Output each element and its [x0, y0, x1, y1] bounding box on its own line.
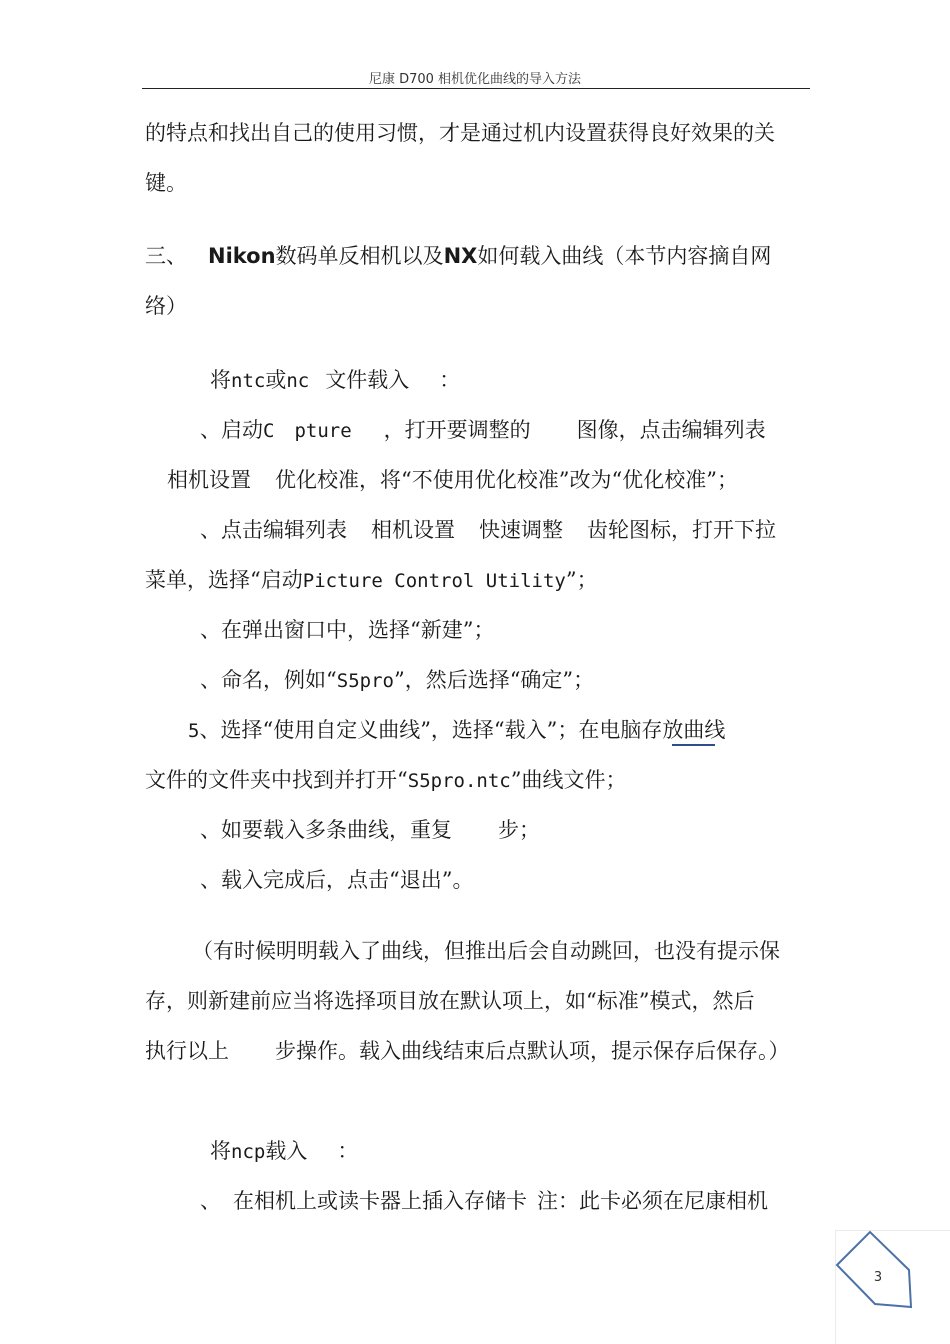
text-span: ：	[337, 1139, 359, 1163]
step-5-line2	[145, 766, 626, 795]
step-6	[200, 816, 540, 844]
text-span: 将	[210, 1139, 231, 1163]
step-1-line2	[167, 466, 738, 494]
picture-control-utility: Picture Control Utility	[302, 570, 566, 592]
text-span: 、选择“使用自定义曲线”，选择“载入”；在电脑存放曲线	[199, 718, 726, 742]
paragraph-line: 键。	[145, 171, 187, 195]
step-3: 、在弹出窗口中，选择“新建”；	[200, 618, 495, 642]
text-span: 、启动	[200, 418, 263, 442]
section-heading-text-b: 如何载入曲线（本节内容摘自网	[477, 244, 772, 268]
page-header: 尼康 D700 相机优化曲线的导入方法	[368, 72, 582, 87]
text-span: ”；	[565, 568, 598, 592]
text-span: 文件的文件夹中找到并打开“	[145, 768, 408, 792]
text-span: 步	[275, 1039, 296, 1063]
text-span: 注：此卡必须在尼康相机	[537, 1189, 768, 1213]
text-span: 或	[265, 368, 287, 392]
text-span: 将	[210, 368, 231, 392]
note-line: 存，则新建前应当将选择项目放在默认项上，如“标准”模式，然后	[145, 989, 755, 1013]
subheading-ncp	[210, 1137, 358, 1166]
text-span: 操作。载入曲线结束后点默认项，提示保存后保存。）	[296, 1039, 790, 1063]
step-2-line2	[145, 566, 598, 595]
ntc-ext: ntc	[231, 370, 266, 392]
page-number: 3	[873, 1270, 883, 1285]
section-number: 三、	[145, 244, 187, 268]
text-span: ”，然后选择“确定”；	[393, 668, 595, 692]
step-5	[188, 716, 725, 745]
text-span: 、	[200, 1189, 221, 1213]
text-span: 、命名，例如“	[200, 668, 337, 692]
step-number: 5	[188, 720, 200, 742]
step-7: 、载入完成后，点击“退出”。	[200, 868, 474, 892]
text-span: 相机设置	[167, 468, 251, 492]
text-span: 相机设置	[371, 518, 455, 542]
step-1	[200, 416, 766, 445]
section-heading	[208, 242, 771, 270]
ncp-step-1	[200, 1187, 768, 1215]
text-span: 执行以上	[145, 1039, 229, 1063]
section-heading-text-a: 数码单反相机以及	[275, 244, 444, 268]
text-span: 快速调整	[479, 518, 563, 542]
ncp-ext: ncp	[231, 1141, 266, 1163]
paragraph-line: 的特点和找出自己的使用习惯，才是通过机内设置获得良好效果的关	[145, 121, 775, 145]
subheading-ntc	[210, 366, 460, 395]
text-span: ，打开要调整的	[383, 418, 531, 442]
header-rule	[142, 88, 810, 89]
text-span: ；	[519, 818, 540, 842]
text-span: 载入	[265, 1139, 308, 1163]
text-underline	[672, 744, 715, 746]
text-span: 步	[498, 818, 519, 842]
text-span: pture	[294, 420, 352, 442]
nx-word: NX	[443, 244, 478, 268]
text-span: 文件载入	[325, 368, 410, 392]
text-span: ：	[439, 368, 461, 392]
note-line: （有时候明明载入了曲线，但推出后会自动跳回，也没有提示保	[192, 939, 780, 963]
s5pro-file: S5pro.ntc	[407, 770, 511, 792]
text-span: 齿轮图标，打开下拉	[587, 518, 776, 542]
note-line	[145, 1037, 790, 1065]
step-2	[200, 516, 776, 544]
text-span: 、如要载入多条曲线，重复	[200, 818, 452, 842]
text-span: 在相机上或读卡器上插入存储卡	[233, 1189, 527, 1213]
text-span: 图像，点击编辑列表	[576, 418, 766, 442]
text-span: 、点击编辑列表	[200, 518, 347, 542]
page-corner-shape	[835, 1230, 950, 1344]
step-4	[200, 666, 594, 695]
nikon-word: Nikon	[208, 244, 276, 268]
text-span: C	[263, 420, 275, 442]
s5pro-name: S5pro	[336, 670, 394, 692]
section-heading-line2: 络）	[145, 294, 187, 318]
text-span: 优化校准，将“不使用优化校准”改为“优化校准”；	[275, 468, 738, 492]
text-span: ”曲线文件；	[510, 768, 627, 792]
nc-ext: nc	[286, 370, 310, 392]
text-span: 菜单，选择“启动	[145, 568, 303, 592]
